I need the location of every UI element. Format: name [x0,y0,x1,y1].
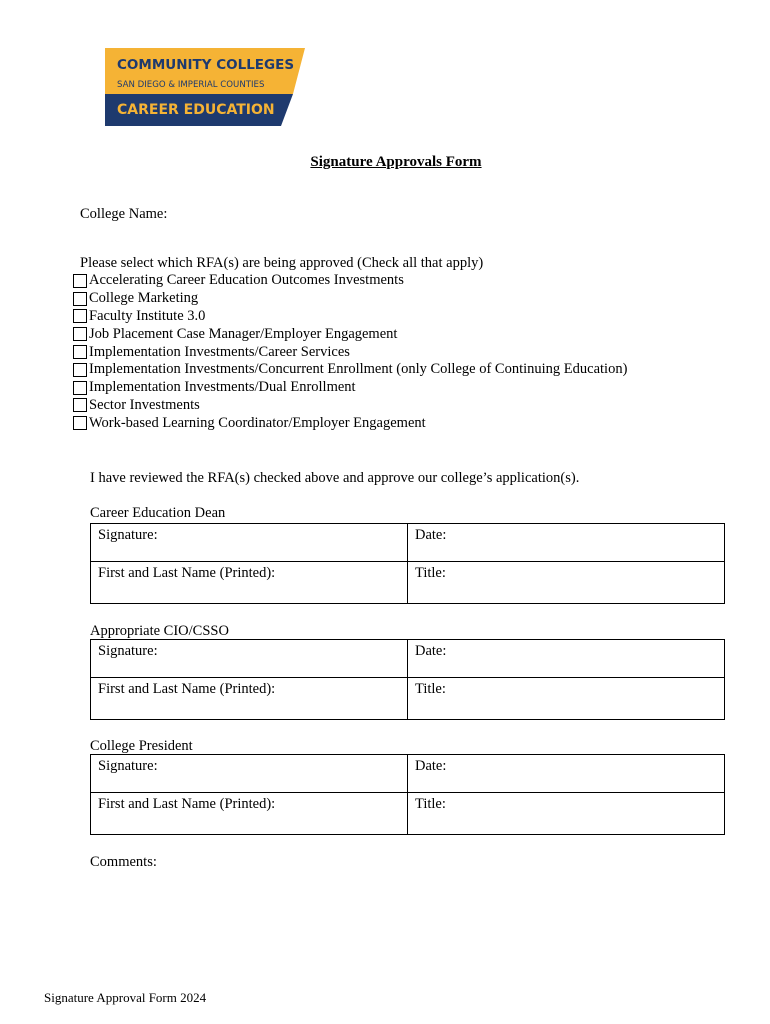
signature-label: Signature: [98,527,158,543]
date-field[interactable] [408,755,725,793]
title-field[interactable] [408,793,725,835]
rfa-option[interactable] [73,308,627,326]
checkbox[interactable] [73,345,87,359]
checkbox[interactable] [73,309,87,323]
checkbox[interactable] [73,363,87,377]
president-signature-table [90,754,725,835]
rfa-option[interactable] [73,397,627,415]
rfa-option-label: Implementation Investments/Dual Enrollment [89,379,356,396]
printed-name-field[interactable] [91,793,408,835]
page-footer: Signature Approval Form 2024 [44,990,207,1005]
rfa-option[interactable] [73,343,627,361]
dean-signature-table [90,523,725,604]
president-role-label: College President [90,738,193,754]
rfa-option-label: Job Placement Case Manager/Employer Engagement [89,325,398,342]
checkbox[interactable] [73,274,87,288]
signature-field[interactable] [91,640,408,678]
rfa-option-label: Sector Investments [89,396,200,413]
printed-name-label: First and Last Name (Printed): [98,796,276,812]
comments-label: Comments: [90,854,157,870]
date-field[interactable] [408,640,725,678]
rfa-option-label: Implementation Investments/Concurrent Enrollment (only College of Continuing Education) [89,361,628,378]
checkbox[interactable] [73,416,87,430]
printed-name-label: First and Last Name (Printed): [98,565,276,581]
rfa-option[interactable] [73,414,627,432]
rfa-option-label: Accelerating Career Education Outcomes Investments [89,272,404,289]
rfa-option-label: Work-based Learning Coordinator/Employer Engagement [89,414,426,431]
date-label: Date: [415,758,447,774]
signature-label: Signature: [98,643,158,659]
title-label: Title: [415,681,446,697]
rfa-option-label: Faculty Institute 3.0 [89,307,206,324]
cio-signature-table [90,639,725,720]
logo-line1: COMMUNITY COLLEGES [117,57,295,73]
rfa-option[interactable] [73,325,627,343]
title-field[interactable] [408,678,725,720]
checkbox[interactable] [73,292,87,306]
rfa-option[interactable] [73,272,627,290]
title-field[interactable] [408,562,725,604]
printed-name-label: First and Last Name (Printed): [98,681,276,697]
rfa-checkbox-list [73,272,627,432]
signature-field[interactable] [91,755,408,793]
review-statement: I have reviewed the RFA(s) checked above and approve our college’s application(s). [90,470,580,486]
cio-role-label: Appropriate CIO/CSSO [90,623,229,639]
dean-role-label: Career Education Dean [90,505,226,521]
signature-label: Signature: [98,758,158,774]
printed-name-field[interactable] [91,678,408,720]
date-field[interactable] [408,524,725,562]
rfa-option[interactable] [73,290,627,308]
rfa-option[interactable] [73,361,627,379]
logo-line3: CAREER EDUCATION [117,102,275,118]
logo-line2: SAN DIEGO & IMPERIAL COUNTIES [117,80,265,90]
college-name-label: College Name: [80,206,168,222]
printed-name-field[interactable] [91,562,408,604]
checkbox[interactable] [73,381,87,395]
rfa-option-label: College Marketing [89,290,199,307]
page-title: Signature Approvals Form [310,154,482,170]
checkbox[interactable] [73,398,87,412]
title-label: Title: [415,796,446,812]
checkbox[interactable] [73,327,87,341]
title-label: Title: [415,565,446,581]
community-colleges-logo [105,48,305,126]
date-label: Date: [415,643,447,659]
rfa-option[interactable] [73,379,627,397]
rfa-prompt: Please select which RFA(s) are being approved (Check all that apply) [80,255,484,271]
rfa-option-label: Implementation Investments/Career Services [89,343,350,360]
date-label: Date: [415,527,447,543]
signature-field[interactable] [91,524,408,562]
